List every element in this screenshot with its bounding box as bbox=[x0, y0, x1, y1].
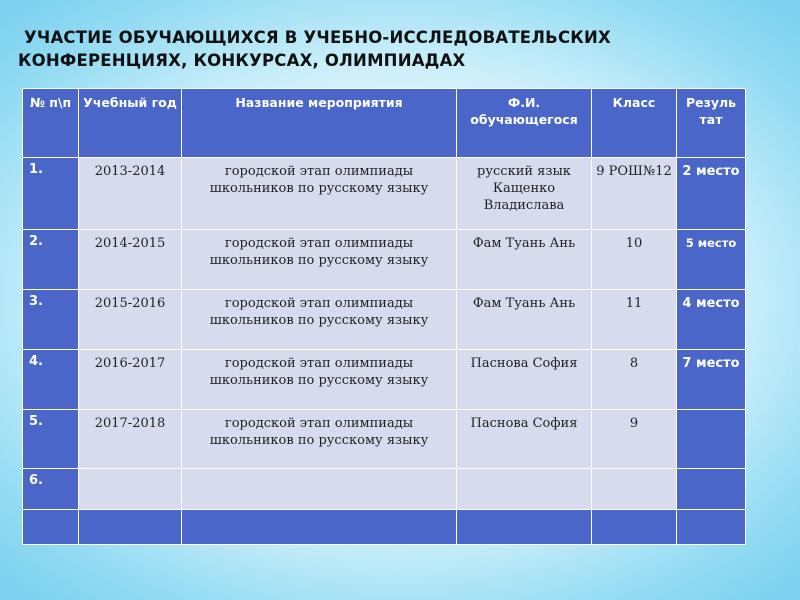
row-class: 10 bbox=[625, 236, 643, 251]
header-year: Учебный год bbox=[79, 89, 182, 158]
slide-title bbox=[18, 26, 788, 72]
row-class: 11 bbox=[625, 296, 643, 311]
empty-cell bbox=[79, 510, 182, 545]
table-row bbox=[23, 410, 746, 469]
row-student: русский язык Кащенко Владислава bbox=[477, 164, 571, 213]
empty-cell bbox=[677, 510, 746, 545]
header-event: Название мероприятия bbox=[182, 89, 457, 158]
row-year bbox=[79, 469, 181, 474]
table-row-empty bbox=[23, 510, 746, 545]
header-num: № п\п bbox=[23, 89, 79, 158]
row-event: городской этап олимпиады школьников по русскому языку bbox=[209, 296, 429, 328]
row-student bbox=[457, 469, 591, 474]
empty-cell bbox=[182, 510, 457, 545]
row-num: 5. bbox=[23, 410, 79, 469]
empty-cell bbox=[592, 510, 677, 545]
empty-cell bbox=[457, 510, 592, 545]
table-row bbox=[23, 158, 746, 230]
empty-cell bbox=[23, 510, 79, 545]
results-table bbox=[22, 88, 746, 545]
row-student: Паснова София bbox=[470, 416, 578, 431]
header-result: Резуль тат bbox=[677, 89, 746, 158]
row-class: 8 bbox=[629, 356, 639, 371]
row-year: 2014-2015 bbox=[94, 236, 166, 251]
table-row bbox=[23, 290, 746, 350]
row-class: 9 bbox=[629, 416, 639, 431]
row-event: городской этап олимпиады школьников по русскому языку bbox=[209, 236, 429, 268]
row-student: Паснова София bbox=[470, 356, 578, 371]
table-row bbox=[23, 350, 746, 410]
row-student: Фам Туань Ань bbox=[472, 296, 576, 311]
row-event: городской этап олимпиады школьников по русскому языку bbox=[209, 356, 429, 388]
row-event: городской этап олимпиады школьников по русскому языку bbox=[209, 416, 429, 448]
table-row bbox=[23, 230, 746, 290]
row-event bbox=[182, 469, 456, 474]
row-num: 3. bbox=[23, 290, 79, 350]
row-num: 2. bbox=[23, 230, 79, 290]
row-class bbox=[592, 469, 676, 474]
header-class: Класс bbox=[592, 89, 677, 158]
row-result: 4 место bbox=[682, 296, 740, 311]
row-result: 5 место bbox=[685, 236, 737, 250]
header-student: Ф.И. обучающегося bbox=[457, 89, 592, 158]
table-row bbox=[23, 469, 746, 510]
row-year: 2013-2014 bbox=[94, 164, 166, 179]
row-year: 2016-2017 bbox=[94, 356, 166, 371]
row-result: 7 место bbox=[682, 356, 740, 371]
row-event: городской этап олимпиады школьников по русскому языку bbox=[209, 164, 429, 196]
row-num: 6. bbox=[23, 469, 79, 510]
row-num: 1. bbox=[23, 158, 79, 230]
title-line-1: УЧАСТИЕ ОБУЧАЮЩИХСЯ В УЧЕБНО-ИССЛЕДОВАТЕЛЬСКИХ bbox=[24, 28, 611, 47]
row-student: Фам Туань Ань bbox=[472, 236, 576, 251]
row-result bbox=[677, 469, 745, 474]
row-result: 2 место bbox=[682, 164, 740, 179]
row-year: 2017-2018 bbox=[94, 416, 166, 431]
row-year: 2015-2016 bbox=[94, 296, 166, 311]
row-result bbox=[677, 410, 745, 415]
row-class: 9 РОШ№12 bbox=[596, 164, 672, 179]
row-num: 4. bbox=[23, 350, 79, 410]
title-line-2: КОНФЕРЕНЦИЯХ, КОНКУРСАХ, ОЛИМПИАДАХ bbox=[18, 51, 466, 70]
table-header-row bbox=[23, 89, 746, 158]
